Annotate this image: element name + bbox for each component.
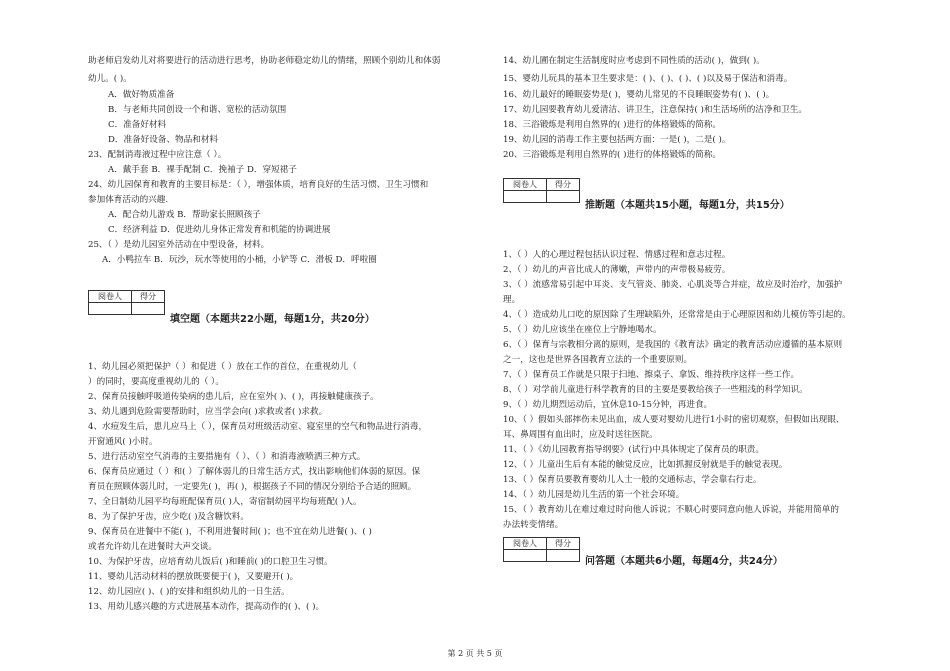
item-line: 14、幼儿圃在制定生活制度时应考虑到不同性质的活动( )，做到( )。 <box>503 56 765 66</box>
page-number: 第 2 页 共 5 页 <box>447 649 503 658</box>
item-line: 理。 <box>503 295 521 305</box>
item-line: 育员在照顾体弱儿时，一定要先( )，再( )，根据孩子不同的情况分别给予合适的照顾。 <box>88 482 417 492</box>
item-line: 15、（ ）教育幼儿在难过难过时向他人诉说；不顺心时要同意向他人诉说，并能用简单的 <box>503 505 839 515</box>
score-box <box>503 178 580 203</box>
option-line: C．准备好材料 <box>108 120 167 130</box>
section-title-qa: 问答题（本题共6小题，每题4分，共24分） <box>585 556 783 567</box>
item-line: 5、进行活动室空气消毒的主要措施有（ ）、（ ）和消毒液喷洒三种方式。 <box>88 452 366 462</box>
item-line: 3、幼儿遇到危险需要帮助时，应当学会向( )求救或者( )求救。 <box>88 407 328 417</box>
item-line: 10、为保护牙齿，应培育幼儿饭后( )和睡前( )的口腔卫生习惯。 <box>88 557 333 567</box>
item-line: 14、（ ）幼儿园是幼儿生活的第一个社会环境。 <box>503 490 685 500</box>
option-line: D．准备好设备、物品和材料 <box>108 135 219 145</box>
item-line: 之一，这也是世界各国教育立法的一个重要原则。 <box>503 355 693 365</box>
question-line: 25、（ ）是幼儿园室外活动在中型设备，材料。 <box>88 240 270 250</box>
section-title-judgment: 推断题（本题共15小题，每题1分，共15分） <box>585 200 790 211</box>
item-line: 6、（ ）保育与宗教相分离的原则，是我国的《教育法》确定的教育活动应遵循的基本原则 <box>503 340 843 350</box>
item-line: 或者允许幼儿在进餐时大声交谈。 <box>88 542 217 552</box>
item-line: 19、幼儿园的消毒工作主要包括两方面：一是( )，二是( )。 <box>503 135 731 145</box>
item-line: 18、三浴锻炼是利用自然界的( )进行的体格锻炼的简称。 <box>503 120 722 130</box>
item-line: 2、保育员接触呼吸道传染病的患儿后，应在室外( )、( )，再接触健康孩子。 <box>88 392 379 402</box>
option-line: A．做好物质准备 <box>108 90 175 100</box>
score-label: 得分 <box>547 179 580 191</box>
score-cell <box>547 191 580 203</box>
item-line: 12、（ ）儿童出生后有本能的触觉反应，比如抓握反射就是手的触觉表现。 <box>503 460 788 470</box>
grader-label: 阅卷人 <box>504 538 547 550</box>
item-line: 8、为了保护牙齿，应少吃( )及含糖饮料。 <box>88 512 249 522</box>
item-line: 11、婴幼儿活动材料的摆放既要便于( )，又要避开( )。 <box>88 572 299 582</box>
item-line: 6、保育员应通过（ ）和( ）了解体弱儿的日常生活方式，找出影响他们体弱的原因。保 <box>88 467 421 477</box>
option-line: A．小鸭拉车 B．玩沙，玩水等使用的小桶，小铲等 C．滑板 D．呼啦圈 <box>102 255 377 265</box>
option-line: A．配合幼儿游戏 B．帮助家长照顾孩子 <box>108 210 261 220</box>
item-line: 20、三浴锻炼是利用自然界的( )进行的体格锻炼的简称。 <box>503 150 722 160</box>
item-line: 9、（ ）幼儿期烈运动后，宜休息10-15分钟，再进食。 <box>503 400 713 410</box>
item-line: 4、水痘发生后，患儿应马上（ ），保育员对班级活动室、寝室里的空气和物品进行消毒， <box>88 422 428 432</box>
item-line: 7、（ ）保育员工作就是只限于扫地、擦桌子、拿饭、维持秩序这样一些工作。 <box>503 370 800 380</box>
question-line: 23、配制消毒液过程中应注意（ ）。 <box>88 150 227 160</box>
item-line: 2、（ ）幼儿的声音比成人的薄嫩，声带内的声带极易疲劳。 <box>503 265 731 275</box>
option-line: A．戴手套 B．裸手配制 C．挽袖子 D．穿短裙子 <box>108 165 297 175</box>
item-line: 办法转变情绪。 <box>503 520 564 530</box>
question-line: 24、幼儿园保育和教育的主要目标是：（ ），增强体质，培育良好的生活习惯、卫生习惯和 <box>88 180 429 190</box>
item-line: 耳、鼻周围有血出时，应及时送往医院。 <box>503 430 658 440</box>
score-label: 得分 <box>132 291 165 303</box>
text-line: 参加体育活动的兴趣. <box>88 195 169 205</box>
item-line: 8、（ ）对学前儿童进行科学教育的目的主要是要教给孩子一些粗浅的科学知识。 <box>503 385 808 395</box>
item-line: 1、（ ）人的心理过程包括认识过程、情感过程和意志过程。 <box>503 250 731 260</box>
item-line: 7、全日制幼儿园平均每班配保育员( )人，寄宿制幼园平均每班配( )人。 <box>88 497 362 507</box>
item-line: 1、幼儿园必须把保护（ ）和促进（ ）放在工作的首位，在重视幼儿（ <box>88 362 357 372</box>
item-line: 10、（ ）假如头部摔伤未见出血，成人要对婴幼儿进行1小时的密切观察，但假如出现眼、 <box>503 415 845 425</box>
grader-label: 阅卷人 <box>504 179 547 191</box>
item-line: 11、（ ）《幼儿园教育指导纲要》(试行)中具体规定了保育员的职责。 <box>503 445 764 455</box>
item-line: ）的同时，要高度重视幼儿的（ ）。 <box>88 377 224 387</box>
item-line: 13、用幼儿感兴趣的方式进展基本动作，提高动作的( )、( )。 <box>88 602 325 612</box>
text-line: 助老师启发幼儿对将要进行的活动进行思考，协助老师稳定幼儿的情绪，照顾个别幼儿和体弱 <box>88 56 441 66</box>
score-cell <box>547 550 580 562</box>
grader-label: 阅卷人 <box>89 291 132 303</box>
item-line: 15、婴幼儿玩具的基本卫生要求是：( )、( )、( )、( )以及易于保洁和消毒。 <box>503 74 793 84</box>
item-line: 3、（ ）流感常易引起中耳炎、支气管炎、肺炎、心肌炎等合并症，故应及时治疗，加强护 <box>503 280 843 290</box>
item-line: 17、幼儿园要教育幼儿爱清洁、讲卫生，注意保持( )和生活场所的洁净和卫生。 <box>503 105 807 115</box>
grader-cell <box>89 303 132 315</box>
score-label: 得分 <box>547 538 580 550</box>
grader-cell <box>504 550 547 562</box>
item-line: 9、保育员在进餐中不能( )，不利用进餐时间( )；也不宜在幼儿进餐( )、( ) <box>88 527 372 537</box>
item-line: 16、幼儿最好的睡眠姿势是( )，婴幼儿常见的不良睡眠姿势有( )、( )。 <box>503 90 775 100</box>
text-line: 幼儿。( )。 <box>88 74 132 84</box>
score-box <box>503 537 580 562</box>
item-line: 5、（ ）幼儿应该坐在座位上宁静地喝水。 <box>503 325 662 335</box>
score-cell <box>132 303 165 315</box>
section-title-fill-in: 填空题（本题共22小题，每题1分，共20分） <box>170 314 375 325</box>
grader-cell <box>504 191 547 203</box>
item-line: 4、（ ）造成幼儿口吃的原因除了生理缺陷外，还常常是由于心理原因和幼儿模仿等引起的。 <box>503 310 851 320</box>
score-box <box>88 290 165 315</box>
item-line: 开窗通风( )小时。 <box>88 437 158 447</box>
option-line: B．与老师共同创设一个和谐、宽松的活动氛围 <box>108 105 287 115</box>
option-line: C．经济利益 D．促进幼儿身体正常发育和机能的协调进展 <box>108 225 331 235</box>
item-line: 13、（ ）保育员要教育婴幼儿人士一般的交通标志，学会靠右行走。 <box>503 475 762 485</box>
item-line: 12、幼儿园应( )、( )的安排和组织幼儿的一日生活。 <box>88 587 290 597</box>
